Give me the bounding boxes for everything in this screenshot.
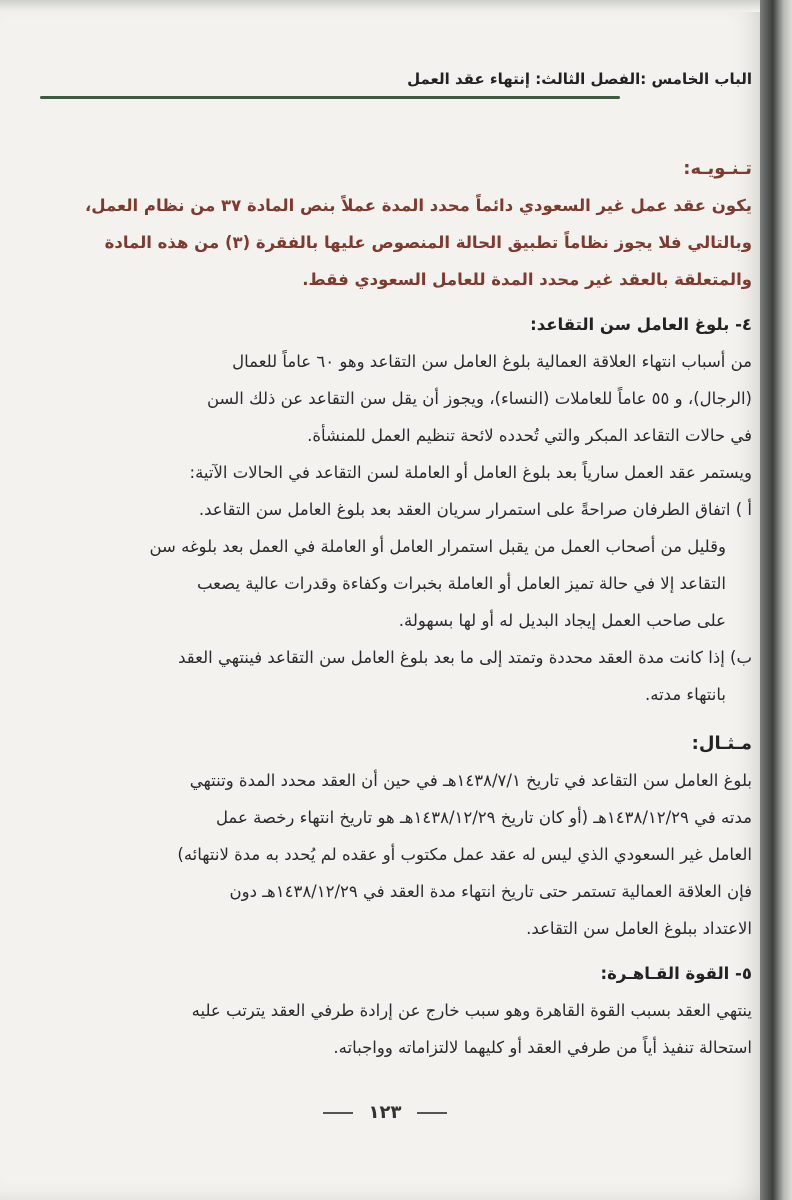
item-a: أ ) اتفاق الطرفان صراحةً على استمرار سريان العقد بعد بلوغ العامل سن التقاعد. xyxy=(198,500,752,519)
item-b-line: ب) إذا كانت مدة العقد محددة وتمتد إلى ما بعد بلوغ العامل سن التقاعد فينتهي العقد xyxy=(178,648,752,667)
note-line: يكون عقد عمل غير السعودي دائماً محدد المدة عملاً بنص المادة ٣٧ من نظام العمل، xyxy=(84,196,752,215)
footer-dash xyxy=(417,1112,447,1114)
example-line: بلوغ العامل سن التقاعد في تاريخ ١٤٣٨/٧/١هـ في حين أن العقد محدد المدة وتنتهي xyxy=(189,771,752,790)
page-footer xyxy=(0,1102,770,1123)
section-4-line: من أسباب انتهاء العلاقة العمالية بلوغ العامل سن التقاعد وهو ٦٠ عاماً للعمال xyxy=(232,352,752,371)
page-number: ١٢٣ xyxy=(368,1102,402,1123)
example-line: مدته في ١٤٣٨/١٢/٢٩هـ (أو كان تاريخ ١٤٣٨/١٢/٢٩هـ هو تاريخ انتهاء رخصة عمل xyxy=(215,808,752,827)
example-line: الاعتداد ببلوغ العامل سن التقاعد. xyxy=(526,919,752,938)
example-line: فإن العلاقة العمالية تستمر حتى تاريخ انتهاء مدة العقد في ١٤٣٨/١٢/٢٩هـ دون xyxy=(229,882,752,901)
item-a-detail-line: على صاحب العمل إيجاد البديل له أو لها بسهولة. xyxy=(398,611,726,630)
header-rule xyxy=(40,96,620,99)
section-5-title: ٥- القوة القـاهـرة: xyxy=(600,964,752,983)
note-line: وبالتالي فلا يجوز نظاماً تطبيق الحالة المنصوص عليها بالفقرة (٣) من هذه المادة xyxy=(104,233,752,252)
item-a-detail-line: التقاعد إلا في حالة تميز العامل أو العاملة بخبرات وكفاءة وقدرات عالية يصعب xyxy=(196,574,726,593)
section-4-line: في حالات التقاعد المبكر والتي تُحدده لائحة تنظيم العمل للمنشأة. xyxy=(307,426,752,445)
footer-dash xyxy=(323,1112,353,1114)
note-line: والمتعلقة بالعقد غير محدد المدة للعامل السعودي فقط. xyxy=(302,270,752,289)
section-4-title: ٤- بلوغ العامل سن التقاعد: xyxy=(530,315,752,334)
example-title: مـثـال: xyxy=(691,733,752,754)
page-body xyxy=(66,150,752,1066)
example-line: العامل غير السعودي الذي ليس له عقد عمل مكتوب أو عقده لم يُحدد به مدة لانتهائه) xyxy=(177,845,752,864)
section-4-paragraph: ويستمر عقد العمل سارياً بعد بلوغ العامل أو العاملة لسن التقاعد في الحالات الآتية: xyxy=(189,463,752,482)
section-5-line: استحالة تنفيذ أياً من طرفي العقد أو كليهما لالتزاماته وواجباته. xyxy=(333,1038,752,1057)
section-4-line: (الرجال)، و ٥٥ عاماً للعاملات (النساء)، ويجوز أن يقل سن التقاعد عن ذلك السن xyxy=(206,389,752,408)
running-header: الباب الخامس :الفصل الثالث: إنتهاء عقد العمل xyxy=(407,70,752,88)
section-5-line: ينتهي العقد بسبب القوة القاهرة وهو سبب خارج عن إرادة طرفي العقد يترتب عليه xyxy=(191,1001,752,1020)
note-title: تـنـويـه: xyxy=(683,158,752,179)
page-top-shadow xyxy=(0,0,770,12)
book-binding xyxy=(760,0,792,1200)
item-a-detail-line: وقليل من أصحاب العمل من يقبل استمرار العامل أو العاملة في العمل بعد بلوغه سن xyxy=(149,537,726,556)
item-b-line: بانتهاء مدته. xyxy=(644,685,726,704)
